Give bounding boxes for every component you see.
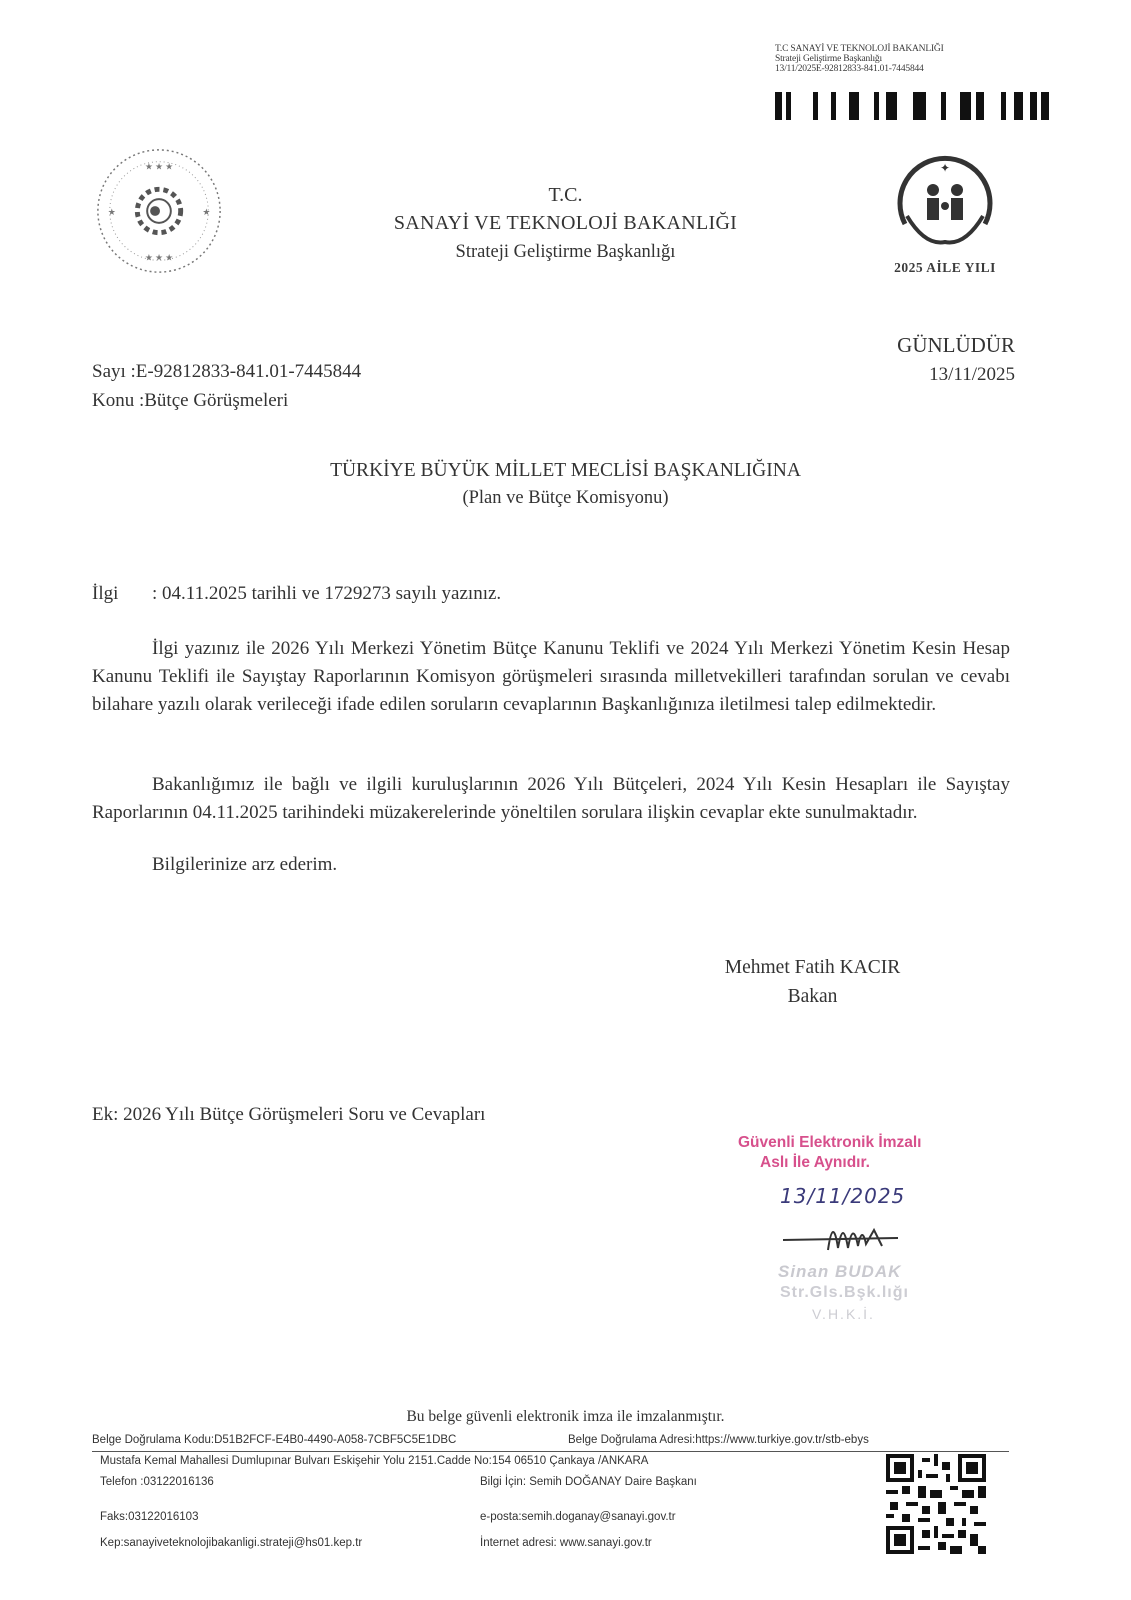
ilgi-text: : 04.11.2025 tarihli ve 1729273 sayılı yazınız. xyxy=(152,583,502,604)
registry-line-1: T.C SANAYİ VE TEKNOLOJİ BAKANLIĞI xyxy=(775,44,944,54)
body-paragraph-2 xyxy=(92,771,1010,827)
svg-text:★: ★ xyxy=(107,206,116,217)
qr-code-icon xyxy=(886,1454,986,1554)
footer-address: Mustafa Kemal Mahallesi Dumlupınar Bulvarı Eskişehir Yolu 2151.Cadde No:154 06510 Çankaya /ANKARA xyxy=(100,1455,649,1467)
barcode xyxy=(775,92,1075,120)
footer-email[interactable]: e-posta:semih.doganay@sanayi.gov.tr xyxy=(480,1511,676,1523)
body-paragraph-3-text: Bilgilerinize arz ederim. xyxy=(152,854,338,875)
footer-divider xyxy=(92,1451,1009,1452)
header-tc: T.C. xyxy=(548,184,583,206)
signer-name: Mehmet Fatih KACIR xyxy=(724,957,901,978)
svg-text:★: ★ xyxy=(202,206,211,217)
signature-icon xyxy=(778,1210,918,1260)
footer-phone: Telefon :03122016136 xyxy=(100,1476,214,1488)
body-paragraph-2-text: Bakanlığımız ile bağlı ve ilgili kuruluşlarının 2026 Yılı Bütçeleri, 2024 Yılı Kesin Hesapları ile Sayıştay Raporlarının 04.11.2025 tarihindeki müzakerelerinde yöneltilen sorulara ilişkin cevaplar ekte sunulmaktadır. xyxy=(92,774,1010,823)
sayi-line: Sayı :E-92812833-841.01-7445844 xyxy=(92,361,362,382)
konu-line: Konu :Bütçe Görüşmeleri xyxy=(92,390,289,411)
body-paragraph-1-text: İlgi yazınız ile 2026 Yılı Merkezi Yönetim Bütçe Kanunu Teklifi ve 2024 Yılı Merkezi Yönetim Kesin Hesap Kanunu Teklifi ile Sayıştay Raporlarının Komisyon görüşmeleri sırasında milletvekilleri tarafından sorulan ve cevabı bilahare yazılı olarak verileceği ifade edilen soruların cevaplarının Başkanlığınıza iletilmesi talep edilmektedir. xyxy=(92,638,1010,715)
body-paragraph-3 xyxy=(92,851,1010,879)
ilgi-label: İlgi xyxy=(92,583,119,604)
header-ministry: SANAYİ VE TEKNOLOJİ BAKANLIĞI xyxy=(393,212,738,234)
attachment-line: Ek: 2026 Yılı Bütçe Görüşmeleri Soru ve Cevapları xyxy=(92,1104,486,1125)
footer-fax: Faks:03122016103 xyxy=(100,1511,199,1523)
registry-line-2: Strateji Geliştirme Başkanlığı xyxy=(775,54,882,64)
stamp-role: V.H.K.İ. xyxy=(812,1306,875,1322)
year-label: 2025 AİLE YILI xyxy=(894,260,996,275)
signer-title: Bakan xyxy=(787,986,838,1007)
registry-line-3: 13/11/2025E-92812833-841.01-7445844 xyxy=(775,64,924,74)
addressee-title: TÜRKİYE BÜYÜK MİLLET MECLİSİ BAŞKANLIĞINA xyxy=(330,460,801,481)
stamp-unit: Str.Gls.Bşk.lığı xyxy=(780,1284,909,1301)
header-unit: Strateji Geliştirme Başkanlığı xyxy=(455,242,676,262)
svg-text:★ ★ ★: ★ ★ ★ xyxy=(144,252,174,263)
e-signature-note: Bu belge güvenli elektronik imza ile imzalanmıştır. xyxy=(406,1408,725,1425)
addressee-subtitle: (Plan ve Bütçe Komisyonu) xyxy=(462,488,669,508)
stamp-name: Sinan BUDAK xyxy=(778,1262,902,1281)
stamp-handwritten-date: 13/11/2025 xyxy=(780,1184,906,1208)
document-date: 13/11/2025 xyxy=(929,364,1015,385)
footer-website[interactable]: İnternet adresi: www.sanayi.gov.tr xyxy=(480,1537,652,1549)
svg-text:✦: ✦ xyxy=(939,161,951,175)
svg-text:★ ★ ★: ★ ★ ★ xyxy=(144,161,174,172)
verification-url[interactable]: Belge Doğrulama Adresi:https://www.turkiye.gov.tr/stb-ebys xyxy=(568,1434,869,1446)
body-paragraph-1 xyxy=(92,635,1010,719)
stamp-line-1: Güvenli Elektronik İmzalı xyxy=(738,1134,922,1151)
urgency-label: GÜNLÜDÜR xyxy=(897,333,1015,357)
footer-contact: Bilgi İçin: Semih DOĞANAY Daire Başkanı xyxy=(480,1476,697,1488)
registry-stamp xyxy=(775,44,944,74)
verification-code: Belge Doğrulama Kodu:D51B2FCF-E4B0-4490-A058-7CBF5C5E1DBC xyxy=(92,1434,457,1446)
footer-kep[interactable]: Kep:sanayiveteknolojibakanligi.strateji@hs01.kep.tr xyxy=(100,1537,363,1549)
stamp-line-2: Aslı İle Aynıdır. xyxy=(760,1154,870,1171)
